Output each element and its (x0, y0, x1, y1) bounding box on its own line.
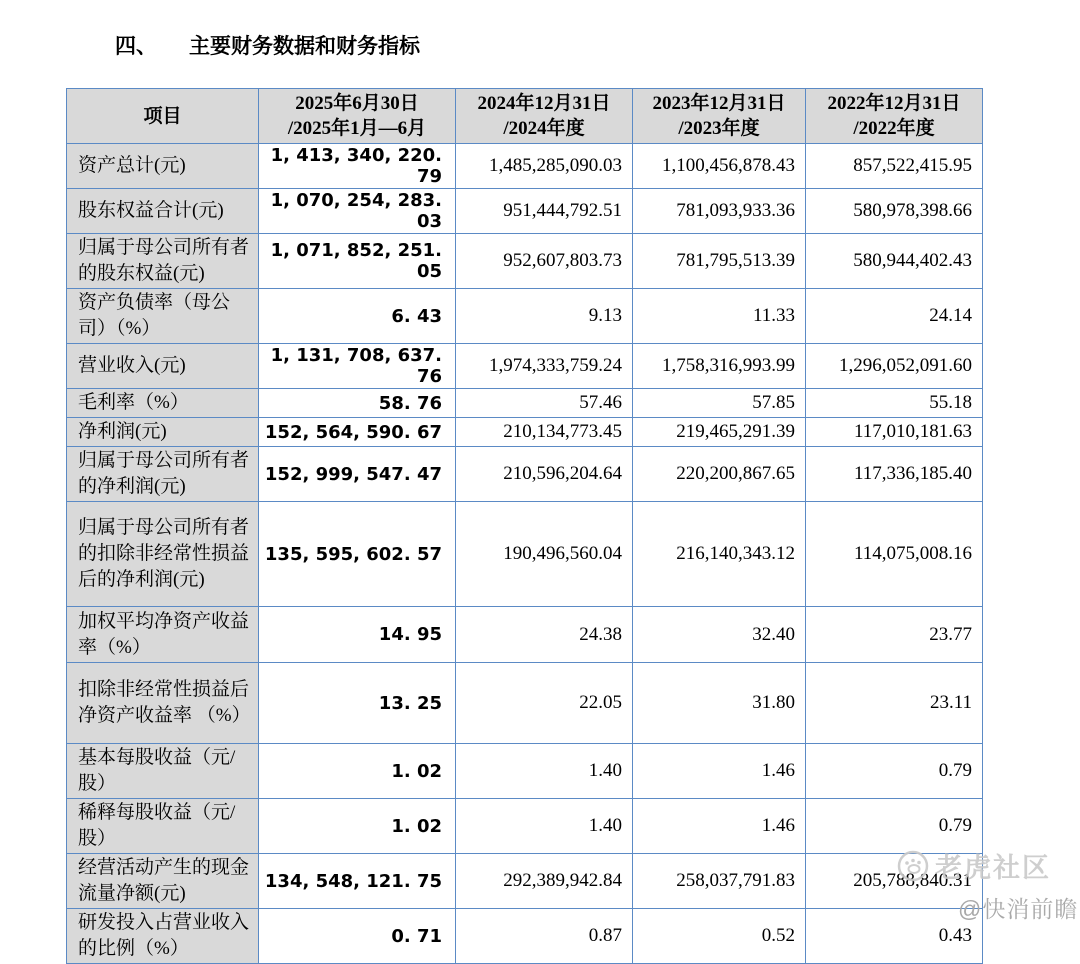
column-header-2025 (259, 89, 456, 144)
value-cell-2024: 22.05 (456, 663, 633, 744)
column-header-line2: /2025年1月—6月 (287, 118, 427, 139)
table-row (67, 607, 983, 663)
value-cell-2022: 24.14 (806, 289, 983, 344)
value-cell-2023: 57.85 (633, 389, 806, 418)
table-row (67, 854, 983, 909)
value-cell-2024: 57.46 (456, 389, 633, 418)
row-label: 稀释每股收益（元/股） (67, 799, 259, 854)
table-row (67, 799, 983, 854)
row-label: 资产总计(元) (67, 144, 259, 189)
value-cell-2022: 23.11 (806, 663, 983, 744)
value-cell-2024: 1,974,333,759.24 (456, 344, 633, 389)
row-label: 经营活动产生的现金流量净额(元) (67, 854, 259, 909)
column-header-line2: /2022年度 (853, 118, 935, 139)
value-cell-2022: 580,944,402.43 (806, 234, 983, 289)
value-cell-2025: 1, 413, 340, 220. 79 (259, 144, 456, 189)
value-cell-2023: 0.52 (633, 909, 806, 964)
column-header-line1: 2025年6月30日 (295, 93, 419, 114)
value-cell-2022: 0.79 (806, 799, 983, 854)
value-cell-2023: 11.33 (633, 289, 806, 344)
value-cell-2022: 0.79 (806, 744, 983, 799)
value-cell-2025: 135, 595, 602. 57 (259, 502, 456, 607)
value-cell-2023: 219,465,291.39 (633, 418, 806, 447)
value-cell-2023: 1.46 (633, 744, 806, 799)
column-header-item (67, 89, 259, 144)
value-cell-2023: 781,795,513.39 (633, 234, 806, 289)
value-cell-2022: 580,978,398.66 (806, 189, 983, 234)
column-header-line1: 2023年12月31日 (652, 93, 786, 114)
value-cell-2024: 292,389,942.84 (456, 854, 633, 909)
column-header-line1: 项目 (143, 105, 182, 127)
column-header-line2: /2023年度 (678, 118, 760, 139)
row-label: 营业收入(元) (67, 344, 259, 389)
value-cell-2025: 152, 564, 590. 67 (259, 418, 456, 447)
table-row (67, 234, 983, 289)
column-header-line1: 2024年12月31日 (477, 93, 611, 114)
value-cell-2025: 1. 02 (259, 744, 456, 799)
table-row (67, 663, 983, 744)
value-cell-2025: 1. 02 (259, 799, 456, 854)
value-cell-2025: 1, 071, 852, 251. 05 (259, 234, 456, 289)
value-cell-2025: 6. 43 (259, 289, 456, 344)
table-row (67, 344, 983, 389)
value-cell-2024: 1.40 (456, 744, 633, 799)
value-cell-2023: 220,200,867.65 (633, 447, 806, 502)
row-label: 归属于母公司所有者的净利润(元) (67, 447, 259, 502)
row-label: 净利润(元) (67, 418, 259, 447)
row-label: 归属于母公司所有者的扣除非经常性损益后的净利润(元) (67, 502, 259, 607)
value-cell-2024: 0.87 (456, 909, 633, 964)
section-number: 四、 (115, 35, 157, 58)
value-cell-2023: 32.40 (633, 607, 806, 663)
column-header-line2: /2024年度 (503, 118, 585, 139)
value-cell-2024: 952,607,803.73 (456, 234, 633, 289)
row-label: 研发投入占营业收入的比例（%） (67, 909, 259, 964)
value-cell-2023: 31.80 (633, 663, 806, 744)
value-cell-2022: 205,788,840.31 (806, 854, 983, 909)
row-label: 扣除非经常性损益后净资产收益率 （%） (67, 663, 259, 744)
row-label: 资产负债率（母公司）（%） (67, 289, 259, 344)
value-cell-2025: 13. 25 (259, 663, 456, 744)
value-cell-2023: 781,093,933.36 (633, 189, 806, 234)
column-header-2024 (456, 89, 633, 144)
value-cell-2023: 1,758,316,993.99 (633, 344, 806, 389)
value-cell-2022: 1,296,052,091.60 (806, 344, 983, 389)
value-cell-2022: 55.18 (806, 389, 983, 418)
value-cell-2024: 1.40 (456, 799, 633, 854)
watermark-brand-text: 老虎社区 (935, 853, 1051, 883)
value-cell-2025: 152, 999, 547. 47 (259, 447, 456, 502)
row-label: 基本每股收益（元/股） (67, 744, 259, 799)
table-header-row (67, 89, 983, 144)
table-row (67, 447, 983, 502)
value-cell-2025: 134, 548, 121. 75 (259, 854, 456, 909)
value-cell-2023: 216,140,343.12 (633, 502, 806, 607)
watermark-author-handle: @快消前瞻 (958, 896, 1079, 922)
table-row (67, 418, 983, 447)
column-header-2022 (806, 89, 983, 144)
value-cell-2024: 24.38 (456, 607, 633, 663)
table-row (67, 502, 983, 607)
value-cell-2025: 1, 070, 254, 283. 03 (259, 189, 456, 234)
table-row (67, 744, 983, 799)
value-cell-2022: 117,010,181.63 (806, 418, 983, 447)
value-cell-2025: 58. 76 (259, 389, 456, 418)
value-cell-2022: 114,075,008.16 (806, 502, 983, 607)
table-row (67, 189, 983, 234)
value-cell-2022: 117,336,185.40 (806, 447, 983, 502)
value-cell-2024: 190,496,560.04 (456, 502, 633, 607)
value-cell-2022: 857,522,415.95 (806, 144, 983, 189)
row-label: 加权平均净资产收益率（%） (67, 607, 259, 663)
value-cell-2025: 14. 95 (259, 607, 456, 663)
column-header-line1: 2022年12月31日 (827, 93, 961, 114)
table-row (67, 144, 983, 189)
table-row (67, 389, 983, 418)
value-cell-2024: 9.13 (456, 289, 633, 344)
value-cell-2022: 23.77 (806, 607, 983, 663)
value-cell-2024: 210,134,773.45 (456, 418, 633, 447)
value-cell-2025: 0. 71 (259, 909, 456, 964)
value-cell-2023: 1,100,456,878.43 (633, 144, 806, 189)
value-cell-2024: 210,596,204.64 (456, 447, 633, 502)
table-row (67, 289, 983, 344)
value-cell-2022: 0.43 (806, 909, 983, 964)
financial-indicators-table (66, 88, 983, 964)
value-cell-2025: 1, 131, 708, 637. 76 (259, 344, 456, 389)
row-label: 毛利率（%） (67, 389, 259, 418)
row-label: 归属于母公司所有者的股东权益(元) (67, 234, 259, 289)
value-cell-2024: 1,485,285,090.03 (456, 144, 633, 189)
table-row (67, 909, 983, 964)
value-cell-2024: 951,444,792.51 (456, 189, 633, 234)
page-title: 主要财务数据和财务指标 (189, 35, 420, 58)
section-title (115, 30, 420, 60)
row-label: 股东权益合计(元) (67, 189, 259, 234)
value-cell-2023: 1.46 (633, 799, 806, 854)
value-cell-2023: 258,037,791.83 (633, 854, 806, 909)
column-header-2023 (633, 89, 806, 144)
